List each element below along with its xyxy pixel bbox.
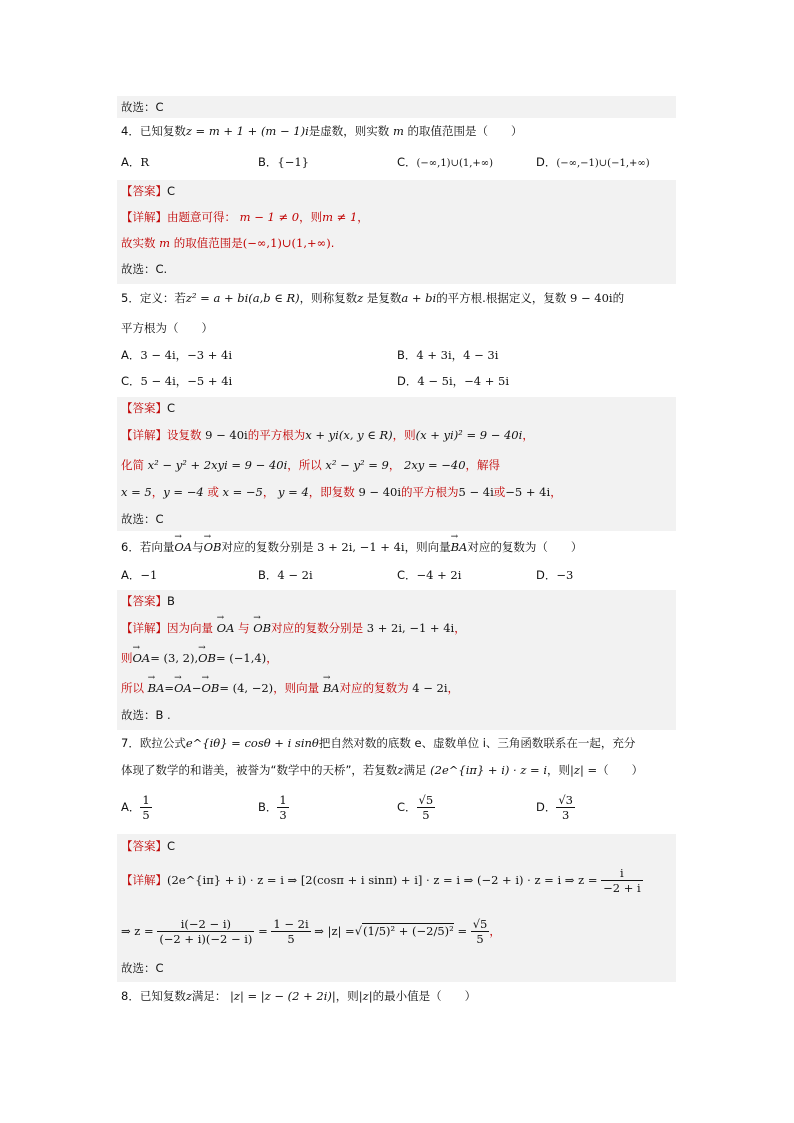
q4-answer: 【答案】C <box>121 184 176 198</box>
q6-option-b: B．4 − 2i <box>258 568 313 582</box>
q6-detail-line2: 则→ OA= (3, 2),→ OB= (−1,4)， <box>121 650 278 666</box>
q6-option-c: C．−4 + 2i <box>397 568 462 582</box>
q5-stem-line1: 5．定义：若z² = a + bi(a,b ∈ R)，则称复数z 是复数a + bi的平方根.根据定义，复数 9 − 40i的 <box>121 291 625 305</box>
q5-option-c: C．5 − 4i，−5 + 4i <box>121 374 233 388</box>
q7-stem-line2: 体现了数学的和谐美，被誉为“数学中的天桥”，若复数z满足 (2e^{iπ} + i) · z = i，则|z| =（ ） <box>121 763 644 777</box>
q7-option-a: A． $\frac{1}{5}$ <box>121 793 150 822</box>
q4-stem: 4．已知复数z = m + 1 + (m − 1)i是虚数，则实数 m 的取值范围是（ ） <box>121 124 523 138</box>
q3-conclusion-shade <box>117 96 676 118</box>
q5-conclusion: 故选：C <box>121 512 164 526</box>
q5-detail-line3: x = 5，y = −4 或 x = −5， y = 4，即复数 9 − 40i的平方根为5 − 4i或−5 + 4i， <box>121 485 562 499</box>
q4-option-d: D．(−∞,−1)∪(−1,+∞) <box>536 155 650 169</box>
q7-stem-line1: 7．欧拉公式e^{iθ} = cosθ + i sinθ把自然对数的底数 e、虚数单位 i、三角函数联系在一起，充分 <box>121 736 636 750</box>
q6-conclusion: 故选：B . <box>121 708 171 722</box>
q4-option-c: C．(−∞,1)∪(1,+∞) <box>397 155 494 169</box>
q5-answer: 【答案】C <box>121 401 176 415</box>
q3-conclusion: 故选：C <box>121 100 164 114</box>
q5-option-a: A．3 − 4i，−3 + 4i <box>121 348 233 362</box>
q6-option-a: A．−1 <box>121 568 158 582</box>
q5-stem-line2: 平方根为（ ） <box>121 321 213 335</box>
q4-conclusion: 故选：C. <box>121 262 168 276</box>
q7-detail-line1: 【详解】(2e^{iπ} + i) · z = i ⇒ [2(cosπ + i sinπ) + i] · z = i ⇒ (−2 + i) · z = i ⇒ z = $\frac{i}{-2 + i}$ <box>121 866 641 895</box>
q7-solution-shade <box>117 834 676 982</box>
q8-stem: 8．已知复数z满足： |z| = |z − (2 + 2i)|，则|z|的最小值是（ ） <box>121 989 477 1003</box>
q5-detail-line1: 【详解】设复数 9 − 40i的平方根为x + yi(x, y ∈ R)，则(x + yi)² = 9 − 40i， <box>121 428 534 442</box>
q5-detail-line2: 化简 x² − y² + 2xyi = 9 − 40i，所以 x² − y² = 9， 2xy = −40，解得 <box>121 458 501 472</box>
q7-conclusion: 故选：C <box>121 961 164 975</box>
q4-option-b: B．{−1} <box>258 155 309 169</box>
q7-option-c: C． $\frac{√5}{5}$ <box>397 793 434 822</box>
q7-detail-line2: ⇒ z = $\frac{i(-2 - i)}{(-2 + i)(-2 - i)}$ = $\frac{1 - 2i}{5}$ ⇒ |z| =√(1/5)² + (−2/5)² = $\frac{√5}{5}$ ， <box>121 917 501 946</box>
q7-option-b: B． $\frac{1}{3}$ <box>258 793 287 822</box>
q4-option-a: A．R <box>121 155 150 169</box>
q5-option-b: B．4 + 3i，4 − 3i <box>397 348 499 362</box>
q4-detail-line2: 故实数 m 的取值范围是(−∞,1)∪(1,+∞). <box>121 236 335 250</box>
q4-detail-line1: 【详解】由题意可得： m − 1 ≠ 0，则m ≠ 1， <box>121 210 369 224</box>
q7-option-d: D． $\frac{√3}{3}$ <box>536 793 574 822</box>
q6-option-d: D．−3 <box>536 568 574 582</box>
q7-answer: 【答案】C <box>121 839 176 853</box>
q4-solution-shade <box>117 180 676 284</box>
q6-detail-line1: 【详解】因为向量 → OA 与 → OB对应的复数分别是 3 + 2i, −1 + 4i， <box>121 620 466 636</box>
q6-answer: 【答案】B <box>121 594 175 608</box>
q5-option-d: D．4 − 5i，−4 + 5i <box>397 374 510 388</box>
q6-detail-line3: 所以 → BA=→ OA−→ OB= (4, −2)，则向量 → BA对应的复数为 4 − 2i， <box>121 680 459 696</box>
q6-stem: 6．若向量→ OA与→ OB对应的复数分别是 3 + 2i, −1 + 4i，则向量→ BA对应的复数为（ ） <box>121 539 582 555</box>
